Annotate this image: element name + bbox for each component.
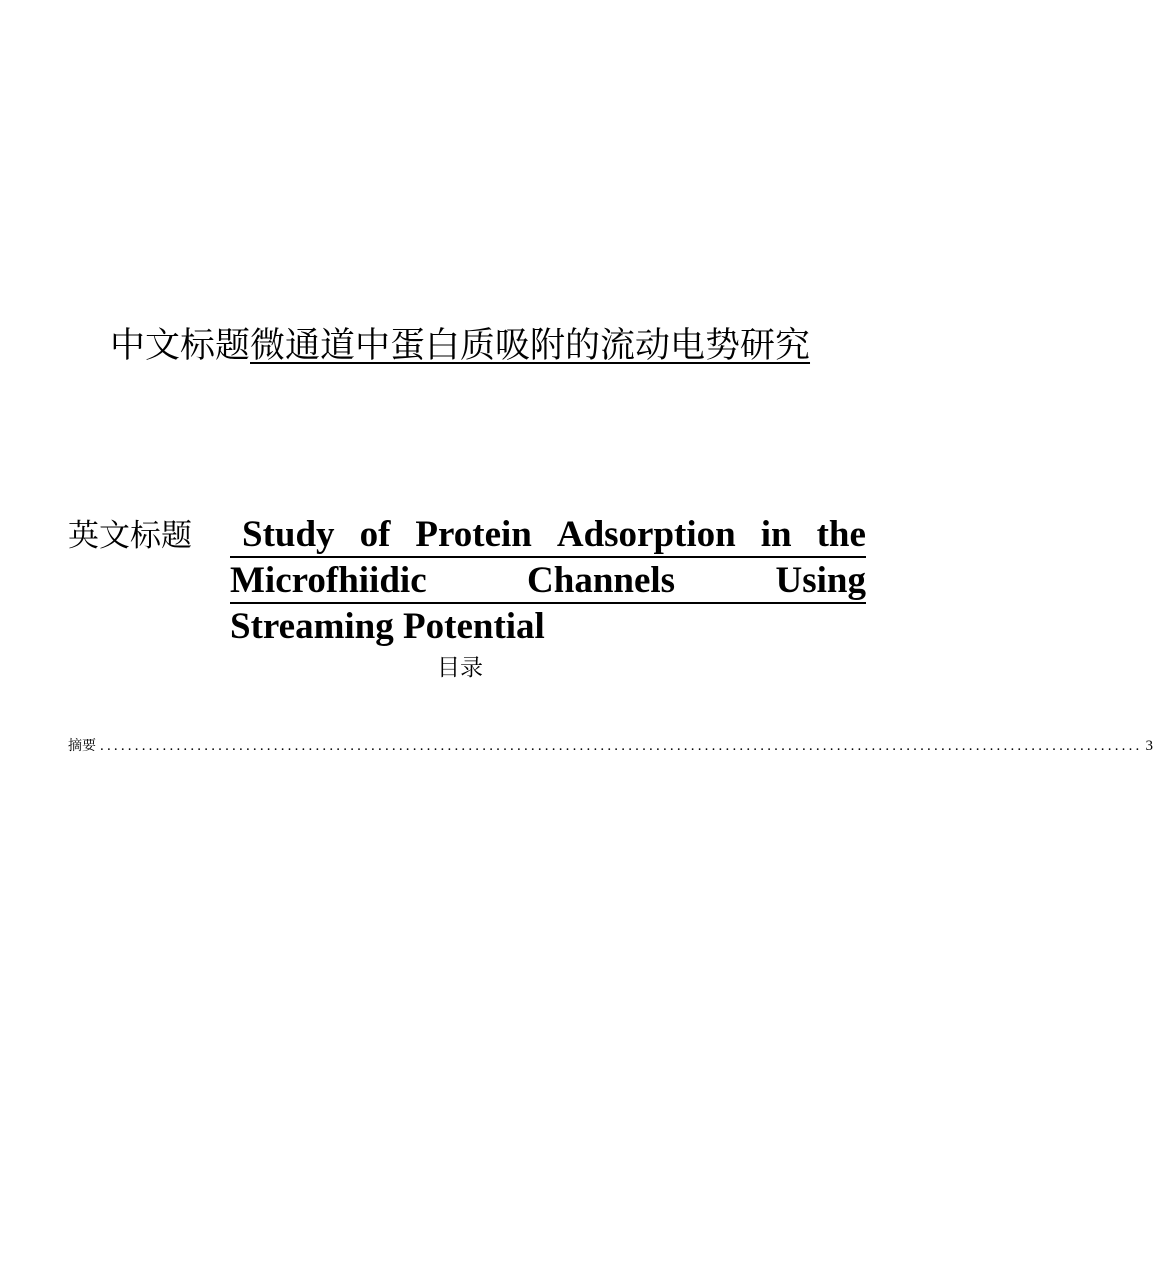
english-title-word: Protein: [415, 514, 532, 555]
english-title: [230, 512, 866, 650]
english-title-word: Streaming: [230, 606, 394, 647]
toc-entry[interactable]: [68, 736, 1153, 756]
english-title-word: Adsorption: [556, 514, 736, 555]
toc-dot-leader: ......................................................................................................................................................: [100, 738, 1143, 754]
english-title-label: 英文标题: [68, 518, 192, 554]
english-title-word: Using: [775, 560, 866, 601]
toc-heading: 目录: [437, 655, 483, 681]
english-title-word: of: [359, 514, 391, 555]
english-title-word: Potential: [403, 606, 545, 647]
english-title-line-2: [230, 558, 866, 604]
english-title-word: the: [816, 514, 866, 555]
english-title-word: Study: [242, 514, 335, 555]
toc-entry-label: 摘要: [68, 738, 96, 754]
chinese-title: [0, 322, 920, 370]
english-title-word: Channels: [527, 560, 676, 601]
english-title-line-1: [230, 512, 866, 558]
english-title-word: Microfhiidic: [230, 560, 427, 601]
chinese-title-label: 中文标题: [109, 326, 250, 366]
toc-entry-page-number: 3: [1145, 738, 1153, 754]
chinese-title-value: 微通道中蛋白质吸附的流动电势研究: [250, 326, 811, 366]
english-title-word: in: [760, 514, 792, 555]
english-title-line-3: [230, 604, 866, 650]
